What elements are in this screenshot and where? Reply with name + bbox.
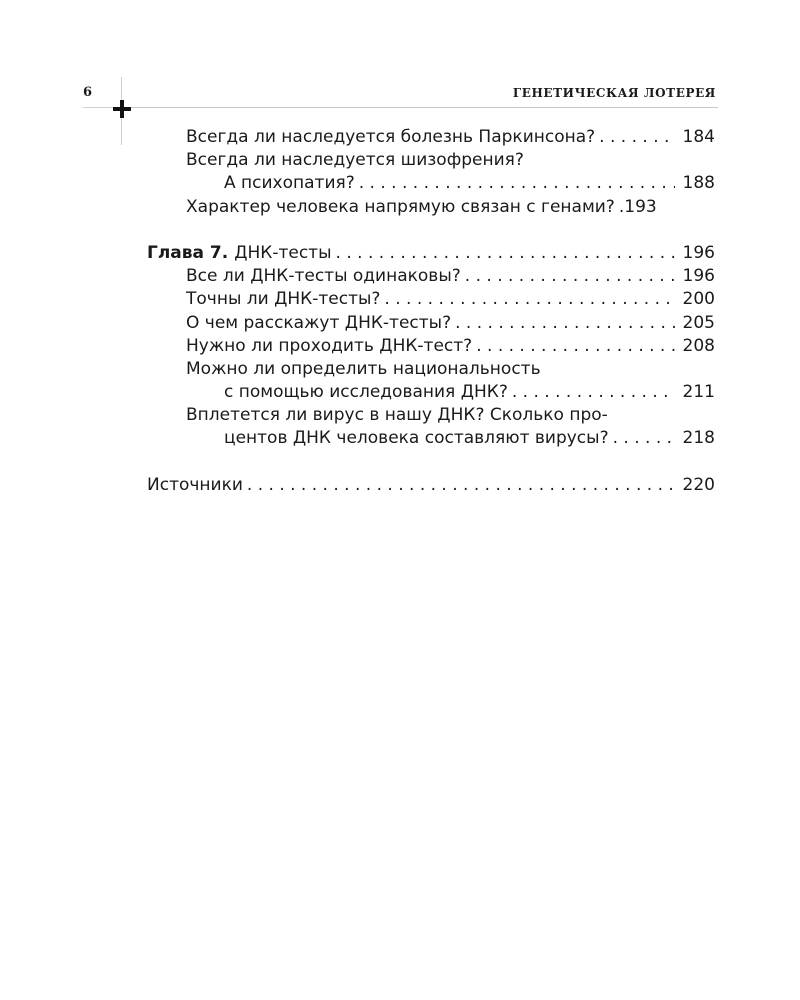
toc-leader: [476, 335, 674, 358]
registration-plus-icon: [113, 100, 131, 118]
toc-entry-continuation: [147, 172, 715, 195]
toc-entry: [147, 196, 715, 219]
toc-entry-title: А психопатия?: [224, 173, 355, 194]
toc-entry: [147, 358, 715, 381]
toc-entry-continuation: [147, 427, 715, 450]
toc-entry: [147, 404, 715, 427]
toc-entry: [147, 312, 715, 335]
toc-page-number: 196: [682, 266, 715, 287]
toc-page-number: 211: [682, 382, 715, 403]
header-rule: [122, 107, 718, 108]
toc-entry-title: Всегда ли наследуется болезнь Паркинсона?: [186, 127, 596, 147]
toc-entry: [147, 126, 715, 149]
toc-leader: [247, 474, 681, 497]
toc-entry-continuation: [147, 381, 715, 404]
toc-entry-title: Можно ли определить национальность: [186, 358, 541, 379]
toc-entry-title: с помощью исследования ДНК?: [224, 382, 508, 403]
page-number: 6: [83, 85, 93, 100]
toc-entry: [147, 149, 715, 172]
toc-entry-title: Нужно ли проходить ДНК-тест?: [186, 335, 473, 356]
toc-entry-title: Все ли ДНК-тесты одинаковы?: [186, 266, 461, 287]
chapter-label: Глава 7.: [147, 242, 229, 263]
toc-entry-title: центов ДНК человека составляют вирусы?: [224, 428, 609, 449]
toc-page-number: 218: [682, 428, 715, 449]
toc-chapter: [147, 242, 715, 265]
toc-entry-title: Точны ли ДНК-тесты?: [186, 289, 381, 310]
toc-entry-title: О чем расскажут ДНК-тесты?: [186, 312, 452, 333]
toc-leader: [455, 312, 674, 335]
toc-page-number: 200: [682, 289, 715, 310]
toc-leader: [599, 126, 674, 149]
toc-page-number: .193: [618, 196, 657, 217]
toc-page-number: 196: [682, 242, 715, 263]
toc-entry-title: Вплетется ли вирус в нашу ДНК? Сколько про-: [186, 405, 608, 426]
toc-entry: [147, 335, 715, 358]
toc-leader: [512, 381, 675, 404]
toc-leader: [465, 265, 675, 288]
toc-page-number: 208: [682, 335, 715, 356]
toc-page-number: 205: [682, 312, 715, 333]
toc-leader: [336, 242, 675, 265]
toc-entry: [147, 265, 715, 288]
toc-leader: [359, 172, 675, 195]
toc-entry-title: Источники: [147, 474, 243, 495]
toc-sources: [147, 474, 715, 497]
toc-page-number: 188: [682, 173, 715, 194]
toc-leader: [384, 288, 674, 311]
toc-leader: [613, 427, 675, 450]
toc-entry-title: Всегда ли наследуется шизофрения?: [186, 150, 524, 171]
toc-page-number: 184: [682, 127, 715, 147]
table-of-contents: [147, 126, 715, 497]
running-title: ГЕНЕТИЧЕСКАЯ ЛОТЕРЕЯ: [512, 86, 716, 100]
toc-page-number: 220: [682, 474, 715, 495]
chapter-title: ДНК-тесты: [234, 242, 332, 263]
toc-entry-title: Характер человека напрямую связан с генами?: [186, 196, 615, 217]
toc-entry: [147, 288, 715, 311]
